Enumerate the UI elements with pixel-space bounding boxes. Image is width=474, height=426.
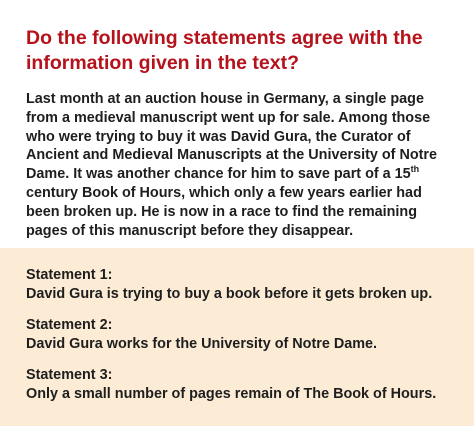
passage-text-part-2: century Book of Hours, which only a few years earlier had been broken up. He is now in a race to find the remaining pages of this manuscript before they disappear. [26,184,422,239]
statement-2 [26,316,456,353]
statements-section [0,248,474,426]
reading-passage [26,90,456,240]
statement-label: Statement 1: [26,267,113,283]
statement-1 [26,266,456,303]
passage-text-part-1: Last month at an auction house in Germany, a single page from a medieval manuscript went up for sale. Among those who were trying to buy it was David Gura, the Curator of Ancient and Medieval Manuscripts at the University of Notre Dame. It was another chance for him to save part of a 15 [26,91,438,183]
ordinal-suffix: th [410,164,420,175]
statement-label: Statement 3: [26,367,113,383]
statement-text: David Gura is trying to buy a book before it gets broken up. [26,285,433,302]
statement-3 [26,366,456,403]
statement-label: Statement 2: [26,317,113,333]
statement-text: Only a small number of pages remain of The Book of Hours. [26,385,437,402]
statement-text: David Gura works for the University of Notre Dame. [26,335,378,352]
question-heading: Do the following statements agree with the information given in the text? [26,27,423,74]
